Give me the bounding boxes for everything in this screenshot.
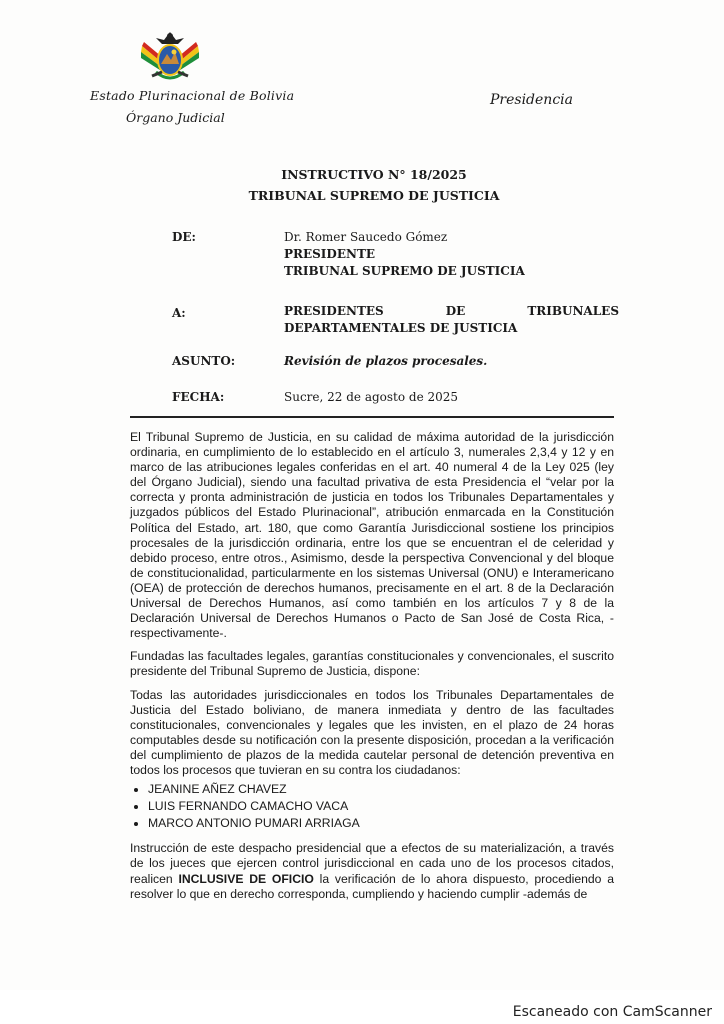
execution-text-start: Instrucción de este despacho presidencial que a efectos de su materialización, a través de los jueces que ejercen control jurisdiccional en cada uno de los procesos citados, realicen xyxy=(130,841,614,886)
date-value: Sucre, 22 de agosto de 2025 xyxy=(284,390,459,404)
instructivo-number: INSTRUCTIVO N° 18/2025 xyxy=(281,167,467,182)
document-title xyxy=(0,164,724,206)
tribunal-title: TRIBUNAL SUPREMO DE JUSTICIA xyxy=(248,188,500,203)
paragraph-instruction: Todas las autoridades jurisdiccionales en todos los Tribunales Departamentales de Justicia del Estado boliviano, de manera inmediata y dentro de las facultades constitucionales, convencionales y legales que les invisten, en el plazo de 24 horas computables desde su notificación con la presente disposición, procedan a la verificación del cumplimiento de plazos de la medida cautelar personal de detención preventiva en todos los procesos que tuvieran en su contra los ciudadanos: xyxy=(130,687,614,777)
citizen-name: • MARCO ANTONIO PUMARI ARRIAGA xyxy=(148,816,360,831)
asunto-label: ASUNTO: xyxy=(172,354,236,368)
de-label: DE: xyxy=(172,230,196,244)
paragraph-disposition-intro: Fundadas las facultades legales, garantías constitucionales y convencionales, el suscrito presidente del Tribunal Supremo de Justicia, dispone: xyxy=(130,649,614,679)
bolivia-coat-of-arms-logo xyxy=(138,28,202,88)
paragraph-execution xyxy=(130,841,614,901)
a-label: A: xyxy=(172,306,186,320)
citizens-list xyxy=(130,782,614,831)
sender-name: Dr. Romer Saucedo Gómez xyxy=(284,230,448,244)
document-body xyxy=(130,430,614,910)
list-item xyxy=(148,816,614,831)
list-item xyxy=(148,799,614,814)
sender-role: PRESIDENTE xyxy=(284,247,376,261)
camscanner-watermark: Escaneado con CamScanner xyxy=(512,1004,712,1020)
citizen-name: • LUIS FERNANDO CAMACHO VACA xyxy=(148,799,349,814)
institution-organ: Órgano Judicial xyxy=(126,110,225,125)
subject-value: Revisión de plazos procesales. xyxy=(284,354,488,368)
ex-officio-emphasis: INCLUSIVE DE OFICIO xyxy=(178,871,314,886)
execution-text-end: la verificación de lo ahora dispuesto, procediendo a resolver lo que en derecho corresponda, cumpliendo y haciendo cumplir -además de xyxy=(130,871,614,901)
institution-name: Estado Plurinacional de Bolivia xyxy=(90,88,295,103)
citizen-name: • JEANINE AÑEZ CHAVEZ xyxy=(148,782,287,797)
de-value xyxy=(284,229,619,280)
list-item xyxy=(148,782,614,797)
recipient-value: PRESIDENTES DE TRIBUNALES DEPARTAMENTALES DE JUSTICIA xyxy=(284,304,619,335)
paragraph-legal-basis: El Tribunal Supremo de Justicia, en su calidad de máxima autoridad de la jurisdicción ordinaria, en cumplimiento de lo establecido en el artículo 3, numerales 2,3,4 y 12 y en marco de las atribuciones legales conferidas en el art. 40 numeral 4 de la Ley 025 (ley del Órgano Judicial), siendo una facultad privativa de esta Presidencia el “velar por la correcta y pronta administración de justicia en todos los Tribunales Departamentales y juzgados públicos del Estado Plurinacional”, atribución enmarcada en la Constitución Política del Estado, art. 180, que como Garantía Jurisdiccional sostiene los principios procesales de la jurisdicción ordinaria, entre los que se encuentran el de celeridad y debido proceso, entre otros., Asimismo, desde la perspectiva Convencional y del bloque de constitucionalidad, particularmente en los sistemas Universal (ONU) e Interamericano (OEA) de protección de derechos humanos, precisamente en el art. 8 de la Declaración Universal de Derechos Humanos, así como también en los artículos 7 y 8 de la Declaración Universal de Derechos Humanos o Pacto de San José de Costa Rica, -respectivamente-. xyxy=(130,430,614,641)
office-name: Presidencia xyxy=(490,92,573,108)
sender-organization: TRIBUNAL SUPREMO DE JUSTICIA xyxy=(284,264,525,278)
header-divider xyxy=(130,416,614,418)
fecha-label: FECHA: xyxy=(172,390,225,404)
